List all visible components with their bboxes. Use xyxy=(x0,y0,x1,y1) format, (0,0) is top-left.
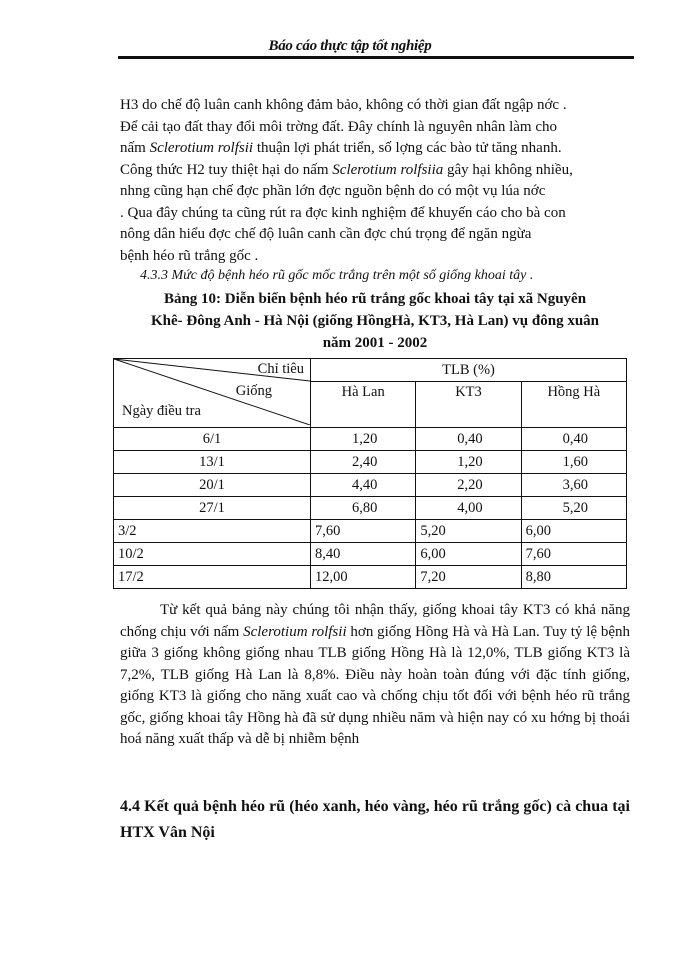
para1-line: H3 do chế độ luân canh không đảm bảo, không có thời gian đất ngập nớc . xyxy=(120,97,567,113)
value-cell: 6,80 xyxy=(311,497,416,520)
date-cell: 13/1 xyxy=(114,451,311,474)
header-rule xyxy=(118,56,634,59)
value-cell: 5,20 xyxy=(521,497,626,520)
table-caption-line: Bảng 10: Diễn biến bệnh héo rũ trắng gốc khoai tây tại xã Nguyên xyxy=(163,291,587,307)
date-cell: 6/1 xyxy=(114,428,311,451)
value-cell: 5,20 xyxy=(416,520,521,543)
value-cell: 4,00 xyxy=(416,497,521,520)
corner-label-variety: Giống xyxy=(235,383,272,399)
table-corner-cell xyxy=(114,359,311,428)
para1-line: nhng cũng hạn chế đợc phần lớn đợc nguồn bệnh do có một vụ lúa nớc xyxy=(120,183,546,199)
species-name: Sclerotium rolfsii xyxy=(243,623,347,640)
value-cell: 6,00 xyxy=(521,520,626,543)
subheading-4-3-3: 4.3.3 Mức độ bệnh héo rũ gốc mốc trắng trên một số giống khoai tây . xyxy=(140,268,534,283)
species-name: Sclerotium rolfsii xyxy=(149,140,254,156)
table-row xyxy=(114,497,627,520)
value-cell: 1,60 xyxy=(521,451,626,474)
column-header: KT3 xyxy=(416,382,521,428)
table-row xyxy=(114,520,627,543)
table-row xyxy=(114,451,627,474)
value-cell: 2,20 xyxy=(416,474,521,497)
table-caption-line: Khê- Đông Anh - Hà Nội (giống HồngHà, KT3, Hà Lan) vụ đông xuân xyxy=(150,313,599,329)
section-heading-4-4: 4.4 Kết quả bệnh héo rũ (héo xanh, héo vàng, héo rũ trắng gốc) cà chua tại HTX Vân Nội xyxy=(120,798,630,841)
table-row xyxy=(114,428,627,451)
value-cell: 2,40 xyxy=(311,451,416,474)
paragraph-2: Từ kết quả bảng này chúng tôi nhận thấy, giống khoai tây KT3 có khả năng chống chịu với nấm Sclerotium rolfsii hơn giống Hồng Hà và Hà Lan. Tuy tỷ lệ bệnh giữa 3 giống không giống nhau TLB giống Hồng Hà là 12,0%, TLB giống KT3 là 7,2%, TLB giống Hà Lan là 8,8%. Điều này hoàn toàn đúng với đặc tính giống, giống KT3 là giống cho năng xuất cao và chống chịu tốt đối với bệnh héo rũ trắng gốc, giống khoai tây Hồng hà đã sử dụng nhiều năm và hiện nay có xu hớng bị thoái hoá năng xuất thấp và dễ bị nhiễm bệnh xyxy=(120,602,630,747)
para1-line: nấm Sclerotium rolfsii thuận lợi phát triển, số lợng các bào tử tăng nhanh. xyxy=(120,140,562,156)
date-cell: 3/2 xyxy=(114,520,311,543)
para1-line: bệnh héo rũ trắng gốc . xyxy=(120,247,259,264)
column-header: Hồng Hà xyxy=(521,382,626,428)
date-cell: 17/2 xyxy=(114,566,311,589)
value-cell: 8,80 xyxy=(521,566,626,589)
para1-line: nông dân hiểu đợc chế độ luân canh cần đợc chú trọng để ngăn ngừa xyxy=(120,226,532,242)
data-table xyxy=(113,358,627,589)
value-cell: 12,00 xyxy=(311,566,416,589)
page-header-title: Báo cáo thực tập tốt nghiệp xyxy=(268,38,432,54)
table-caption xyxy=(120,288,630,354)
value-cell: 0,40 xyxy=(416,428,521,451)
value-cell: 8,40 xyxy=(311,543,416,566)
value-cell: 4,40 xyxy=(311,474,416,497)
corner-label-indicator: Chỉ tiêu xyxy=(257,361,304,377)
species-name: Sclerotium rolfsiia xyxy=(332,161,444,178)
para1-line: Để cải tạo đất thay đổi môi trờng đất. Đây chính là nguyên nhân làm cho xyxy=(120,118,557,135)
value-cell: 1,20 xyxy=(311,428,416,451)
corner-label-date: Ngày điều tra xyxy=(122,403,201,419)
value-cell: 7,60 xyxy=(311,520,416,543)
value-cell: 6,00 xyxy=(416,543,521,566)
date-cell: 27/1 xyxy=(114,497,311,520)
group-header-tlb: TLB (%) xyxy=(311,359,627,382)
date-cell: 20/1 xyxy=(114,474,311,497)
value-cell: 7,60 xyxy=(521,543,626,566)
table-row xyxy=(114,474,627,497)
column-header: Hà Lan xyxy=(311,382,416,428)
value-cell: 3,60 xyxy=(521,474,626,497)
table-caption-line: năm 2001 - 2002 xyxy=(322,335,428,351)
value-cell: 7,20 xyxy=(416,566,521,589)
paragraph-1 xyxy=(120,95,630,267)
para1-line: Công thức H2 tuy thiệt hại do nấm Sclerotium rolfsiia gây hại không nhiều, xyxy=(120,161,573,178)
value-cell: 1,20 xyxy=(416,451,521,474)
date-cell: 10/2 xyxy=(114,543,311,566)
table-row xyxy=(114,543,627,566)
para1-line: . Qua đây chúng ta cũng rút ra đợc kinh nghiệm để khuyến cáo cho bà con xyxy=(120,204,566,221)
value-cell: 0,40 xyxy=(521,428,626,451)
table-row xyxy=(114,566,627,589)
